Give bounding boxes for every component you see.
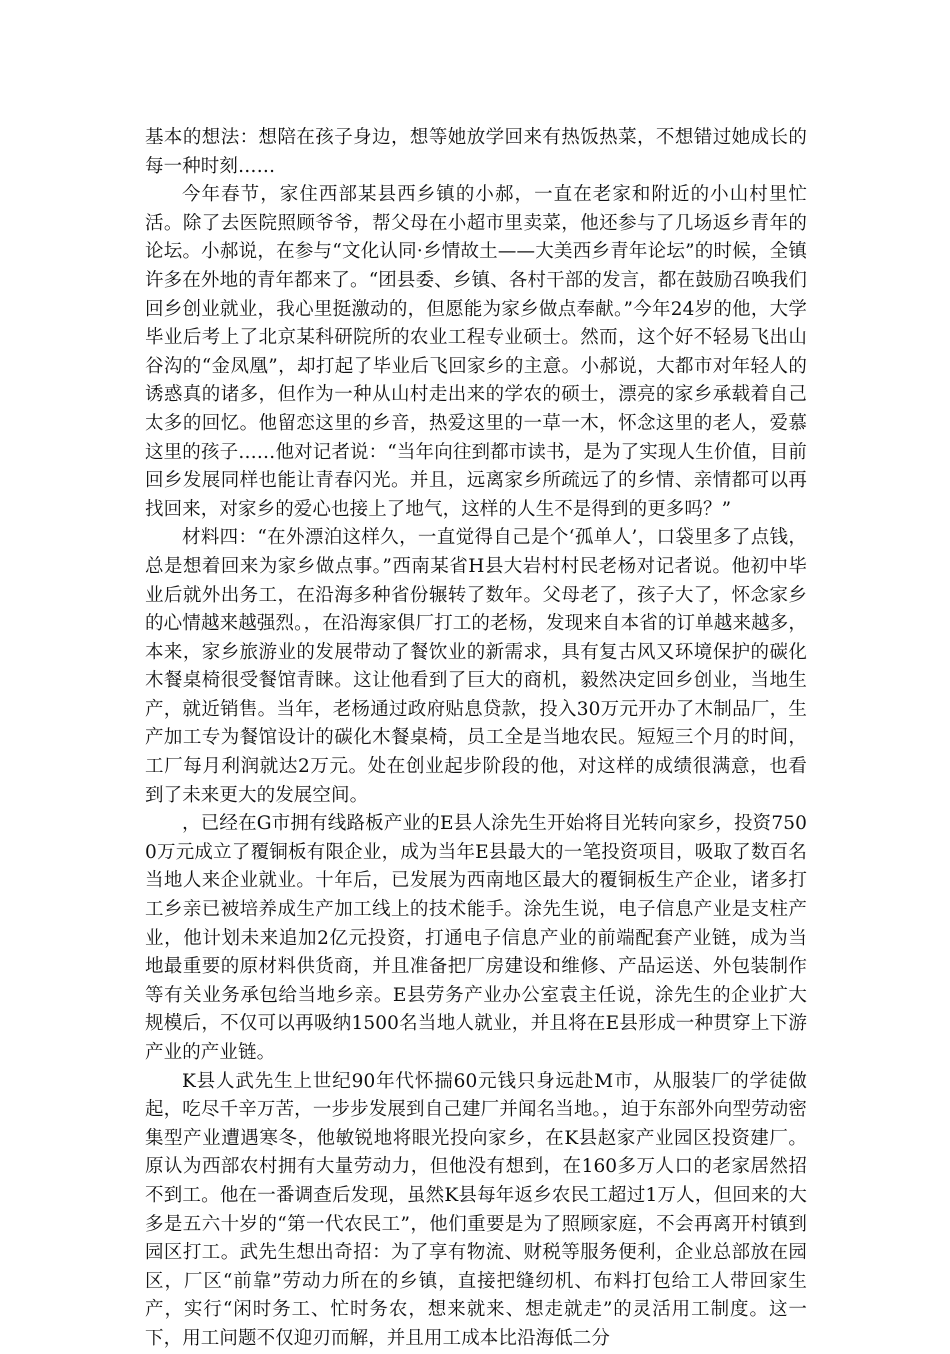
paragraph-material-four: 材料四：“在外漂泊这样久，一直觉得自己是个‘孤单人’，口袋里多了点钱，总是想着回来为家乡做点事。”西南某省H县大岩村村民老杨对记者说。他初中毕业后就外出务工，在沿海多种省份辗转了数年。父母老了，孩子大了，怀念家乡的心情越来越强烈。，在沿海家俱厂打工的老杨，发现来自本省的订单越来越多，本来，家乡旅游业的发展带动了餐饮业的新需求，具有复古风又环境保护的碳化木餐桌椅很受餐馆青睐。这让他看到了巨大的商机，毅然决定回乡创业，当地生产，就近销售。当年，老杨通过政府贴息贷款，投入30万元开办了木制品厂，生产加工专为餐馆设计的碳化木餐桌椅，员工全是当地农民。短短三个月的时间，工厂每月利润就达2万元。处在创业起步阶段的他，对这样的成绩很满意，也看到了未来更大的发展空间。 <box>145 527 807 806</box>
paragraph-xiao-hao: 今年春节，家住西部某县西乡镇的小郝，一直在老家和附近的小山村里忙活。除了去医院照顾爷爷，帮父母在小超市里卖菜，他还参与了几场返乡青年的论坛。小郝说，在参与“文化认同·乡情故土——大美西乡青年论坛”的时候，全镇许多在外地的青年都来了。“团县委、乡镇、各村干部的发言，都在鼓励召唤我们回乡创业就业，我心里挺激动的，但愿能为家乡做点奉献。”今年24岁的他，大学毕业后考上了北京某科研院所的农业工程专业硕士。然而，这个好不轻易飞出山谷沟的“金凤凰”，却打起了毕业后飞回家乡的主意。小郝说，大都市对年轻人的诱惑真的诸多，但作为一种从山村走出来的学农的硕士，漂亮的家乡承载着自己太多的回忆。他留恋这里的乡音，热爱这里的一草一木，怀念这里的老人，爱慕这里的孩子……他对记者说：“当年向往到都市读书，是为了实现人生价值，目前回乡发展同样也能让青春闪光。并且，远离家乡所疏远了的乡情、亲情都可以再找回来，对家乡的爱心也接上了地气，这样的人生不是得到的更多吗？” <box>145 184 807 520</box>
paragraph-wu-xiansheng: K县人武先生上世纪90年代怀揣60元钱只身远赴M市，从服装厂的学徒做起，吃尽千辛万苦，一步步发展到自己建厂并闻名当地。，迫于东部外向型劳动密集型产业遭遇寒冬，他敏锐地将眼光投向家乡，在K县赵家产业园区投资建厂。原认为西部农村拥有大量劳动力，但他没有想到，在160多万人口的老家居然招不到工。他在一番调查后发现，虽然K县每年返乡农民工超过1万人，但回来的大多是五六十岁的“第一代农民工”，他们重要是为了照顾家庭，不会再离开村镇到园区打工。武先生想出奇招：为了享有物流、财税等服务便利，企业总部放在园区，厂区“前靠”劳动力所在的乡镇，直接把缝纫机、布料打包给工人带回家生产，实行“闲时务工、忙时务农，想来就来、想走就走”的灵活用工制度。这一下，用工问题不仅迎刃而解，并且用工成本比沿海低二分 <box>145 1070 807 1349</box>
paragraph-continuation: 基本的想法：想陪在孩子身边，想等她放学回来有热饭热菜，不想错过她成长的每一种时刻…… <box>145 127 807 177</box>
document-page <box>145 124 807 1354</box>
paragraph-tu-xiansheng: ，已经在G市拥有线路板产业的E县人涂先生开始将目光转向家乡，投资7500万元成立了覆铜板有限企业，成为当年E县最大的一笔投资项目，吸取了数百名当地人来企业就业。十年后，已发展为西南地区最大的覆铜板生产企业，诸多打工乡亲已被培养成生产加工线上的技术能手。涂先生说，电子信息产业是支柱产业，他计划未来追加2亿元投资，打通电子信息产业的前端配套产业链，成为当地最重要的原材料供货商，并且准备把厂房建设和维修、产品运送、外包装制作等有关业务承包给当地乡亲。E县劳务产业办公室袁主任说，涂先生的企业扩大规模后，不仅可以再吸纳1500名当地人就业，并且将在E县形成一种贯穿上下游产业的产业链。 <box>145 813 807 1063</box>
